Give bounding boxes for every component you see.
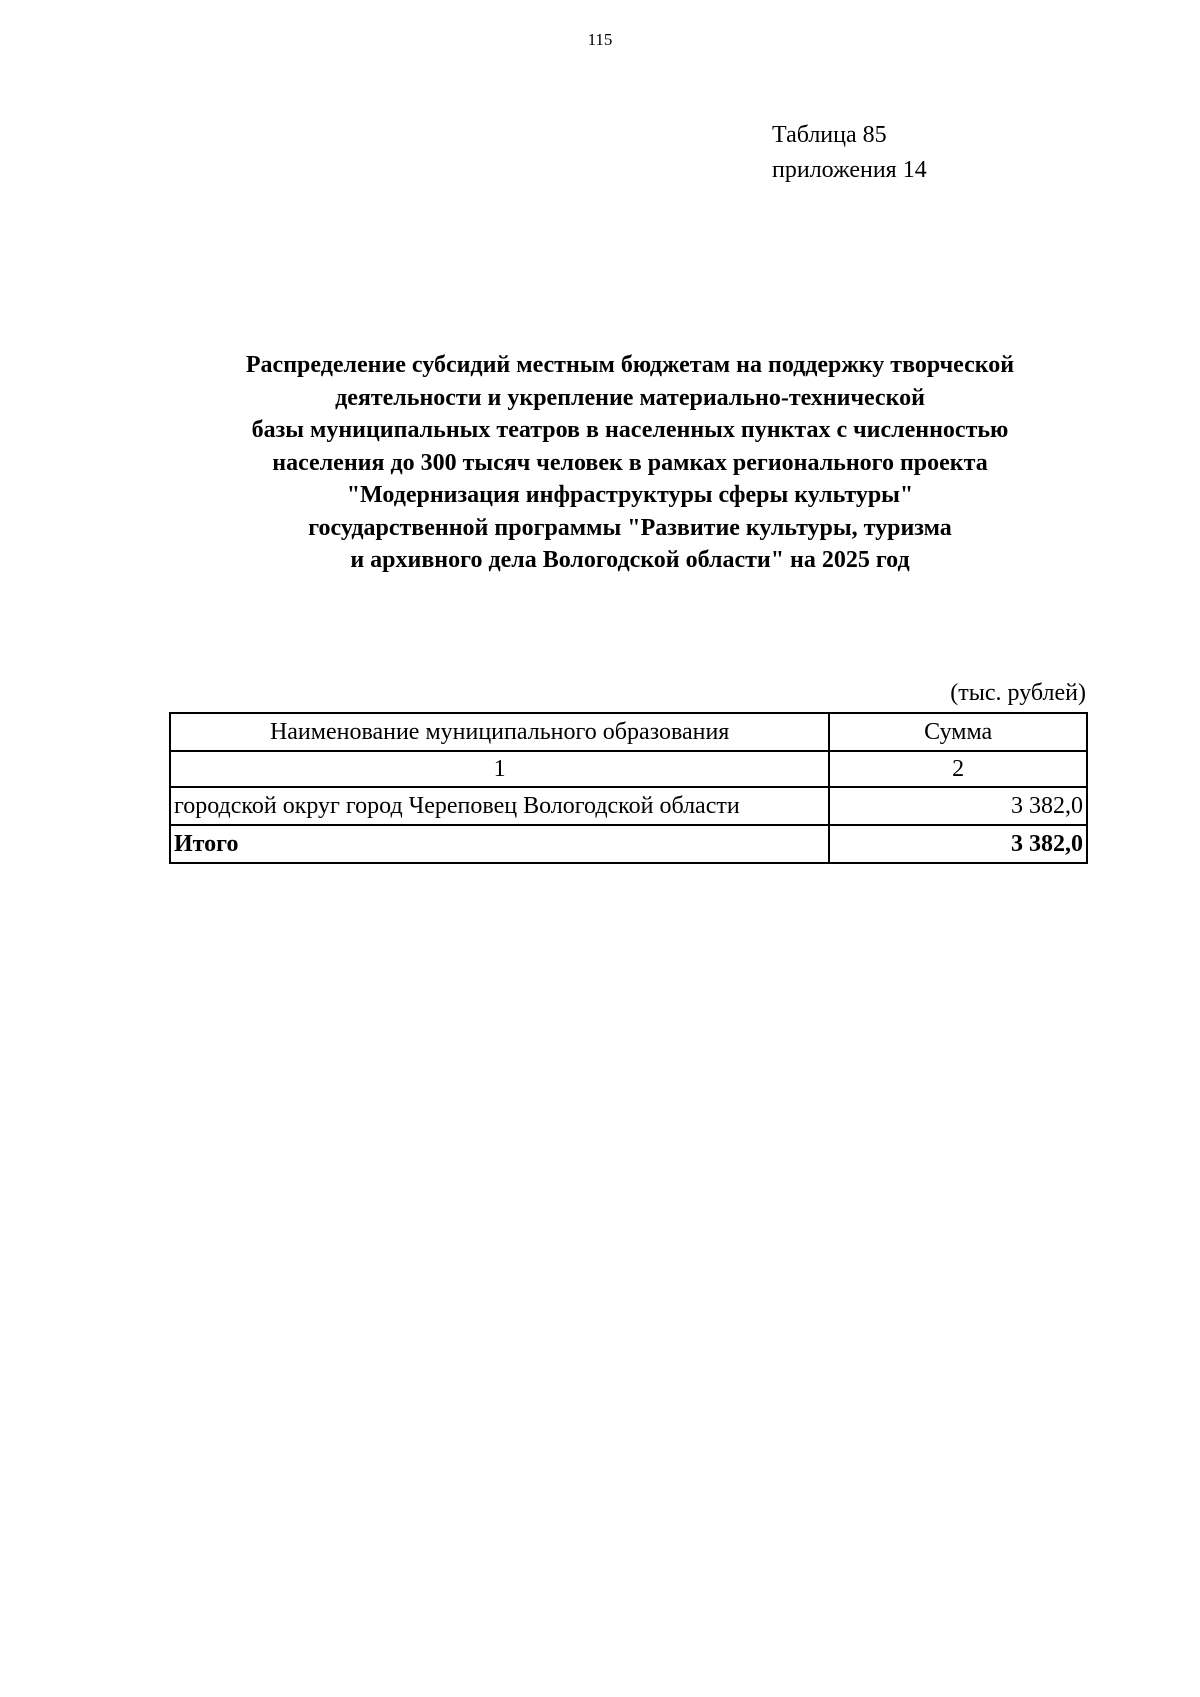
header-sum: Сумма <box>829 713 1087 751</box>
table-reference-line1: Таблица 85 <box>772 122 887 148</box>
title-line: Распределение субсидий местным бюджетам на поддержку творческой <box>245 352 1015 378</box>
title-line: и архивного дела Вологодской области" на 2025 год <box>350 547 910 573</box>
column-number-1: 1 <box>170 751 829 787</box>
page-number: 115 <box>587 30 613 49</box>
total-label: Итого <box>170 825 829 863</box>
total-row <box>170 825 1087 863</box>
title-line: деятельности и укрепление материально-технической <box>335 384 925 411</box>
row-sum: 3 382,0 <box>829 787 1087 825</box>
table-reference <box>772 118 927 188</box>
subsidy-table <box>169 712 1088 864</box>
table-row <box>170 787 1087 825</box>
units-label: (тыс. рублей) <box>950 680 1086 706</box>
title-line: базы муниципальных театров в населенных пунктах с численностью <box>251 417 1009 443</box>
document-title <box>150 349 1110 577</box>
total-sum: 3 382,0 <box>829 825 1087 863</box>
header-municipality: Наименование муниципального образования <box>170 713 829 751</box>
table-header-row <box>170 713 1087 751</box>
column-number-2: 2 <box>829 751 1087 787</box>
table-reference-line2: приложения 14 <box>772 157 927 183</box>
row-municipality-name: городской округ город Череповец Вологодской области <box>170 787 829 825</box>
column-number-row <box>170 751 1087 787</box>
title-line: населения до 300 тысяч человек в рамках регионального проекта <box>272 449 988 476</box>
title-line: государственной программы "Развитие культуры, туризма <box>308 514 952 541</box>
title-line: "Модернизация инфраструктуры сферы культуры" <box>346 482 914 508</box>
